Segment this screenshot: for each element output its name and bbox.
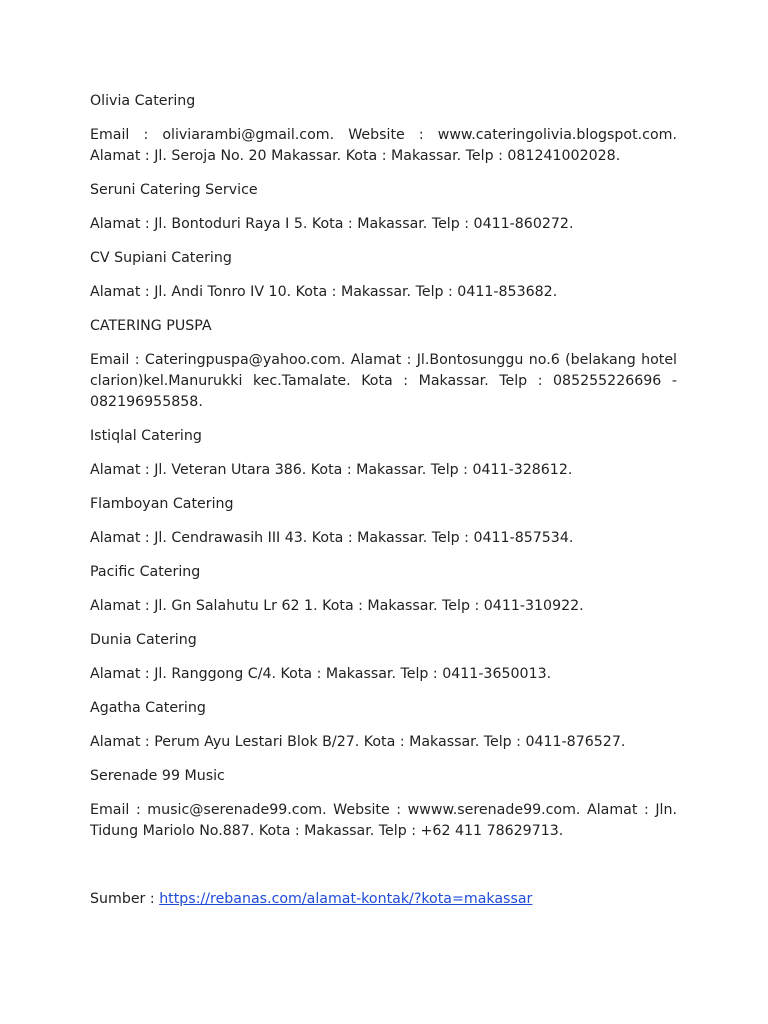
entry-details: Alamat : Jl. Ranggong C/4. Kota : Makassar. Telp : 0411-3650013. [90,666,552,682]
source-label: Sumber : [90,891,160,907]
entry-details: Email : Cateringpuspa@yahoo.com. Alamat : Jl.Bontosunggu no.6 (belakang hotel clarion)kel.Manurukki kec.Tamalate. Kota : Makassar. Telp : 085255226696 - 082196955858. [90,352,677,410]
entry-details: Alamat : Perum Ayu Lestari Blok B/27. Kota : Makassar. Telp : 0411-876527. [90,734,626,750]
entry-details: Alamat : Jl. Andi Tonro IV 10. Kota : Makassar. Telp : 0411-853682. [90,284,558,300]
entry-name: Seruni Catering Service [90,182,258,198]
entry-details: Email : music@serenade99.com. Website : wwww.serenade99.com. Alamat : Jln. Tidung Mariolo No.887. Kota : Makassar. Telp : +62 411 78629713. [90,802,677,839]
entry-name: Istiqlal Catering [90,428,202,444]
entry-details: Alamat : Jl. Cendrawasih III 43. Kota : Makassar. Telp : 0411-857534. [90,530,574,546]
entry-dunia-catering [90,630,677,685]
blank-line [90,855,677,889]
entry-name: Flamboyan Catering [90,496,234,512]
entry-name: Serenade 99 Music [90,768,225,784]
entry-cv-supiani-catering [90,248,677,303]
entry-serenade-99-music [90,766,677,842]
catering-list [90,91,677,842]
entry-catering-puspa [90,316,677,413]
entry-details: Email : oliviarambi@gmail.com. Website : www.cateringolivia.blogspot.com. Alamat : Jl. Seroja No. 20 Makassar. Kota : Makassar. Telp : 081241002028. [90,127,677,164]
source-link[interactable]: https://rebanas.com/alamat-kontak/?kota=makassar [159,891,533,907]
entry-name: Olivia Catering [90,93,196,109]
entry-name: Agatha Catering [90,700,206,716]
entry-agatha-catering [90,698,677,753]
entry-pacific-catering [90,562,677,617]
entry-flamboyan-catering [90,494,677,549]
entry-istiqlal-catering [90,426,677,481]
entry-details: Alamat : Jl. Gn Salahutu Lr 62 1. Kota : Makassar. Telp : 0411-310922. [90,598,584,614]
entry-name: Dunia Catering [90,632,197,648]
source-line [90,889,677,910]
entry-details: Alamat : Jl. Bontoduri Raya I 5. Kota : Makassar. Telp : 0411-860272. [90,216,574,232]
entry-seruni-catering-service [90,180,677,235]
entry-details: Alamat : Jl. Veteran Utara 386. Kota : Makassar. Telp : 0411-328612. [90,462,573,478]
entry-name: Pacific Catering [90,564,201,580]
entry-name: CV Supiani Catering [90,250,232,266]
entry-olivia-catering [90,91,677,167]
document-page [90,91,677,923]
entry-name: CATERING PUSPA [90,318,212,334]
